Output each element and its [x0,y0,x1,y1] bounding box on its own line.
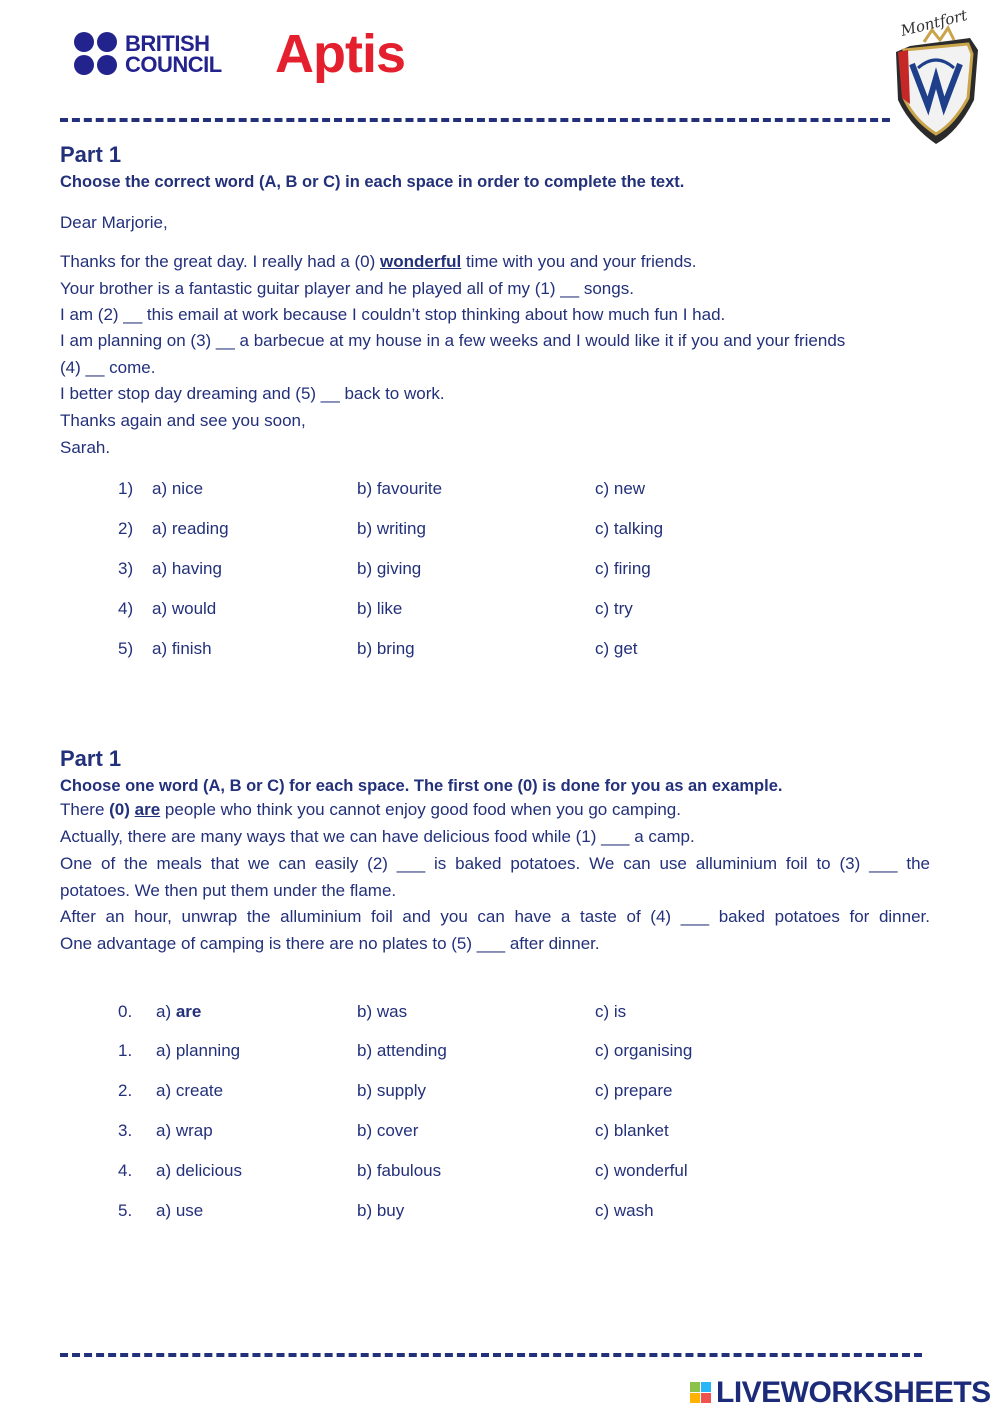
letter-signoff: Sarah. [60,438,111,457]
letter-line-3: I am (2) __ this email at work because I couldn’t stop thinking about how much fun I had. [60,305,726,324]
option-num: 5) [118,639,134,658]
option-b: b) cover [357,1121,419,1140]
option-a: a) delicious [156,1161,242,1180]
example-answer: wonderful [380,252,462,271]
option-b: b) giving [357,559,422,578]
option-b: b) writing [357,519,426,538]
option-a: a) create [156,1081,224,1100]
option-num: 2. [118,1081,133,1100]
option-b: b) supply [357,1081,426,1100]
option-b: b) like [357,599,403,618]
letter-line-6: I better stop day dreaming and (5) __ back to work. [60,384,445,403]
option-b: b) fabulous [357,1161,442,1180]
part2-instruction: Choose one word (A, B or C) for each space. The first one (0) is done for you as an example. [60,777,783,795]
option-b: b) was [357,1002,408,1021]
crest-signature: Montfort [898,6,970,40]
option-b: b) bring [357,639,415,658]
letter-line-2: Your brother is a fantastic guitar player and he played all of my (1) __ songs. [60,279,634,298]
option-a: a) nice [152,479,204,498]
letter-line-7: Thanks again and see you soon, [60,411,306,430]
bc-line2: COUNCIL [125,51,222,77]
option-b: b) attending [357,1041,447,1060]
text-line-4: potatoes. We then put them under the flame. [60,881,397,900]
option-num: 0. [118,1002,133,1021]
option-a: a) finish [152,639,212,658]
part2-title: Part 1 [60,746,122,771]
option-num: 1. [118,1041,133,1060]
option-a: a) having [152,559,222,578]
letter-line-5: (4) __ come. [60,358,156,377]
option-c: c) wonderful [595,1161,688,1180]
example-answer-2: are [134,800,161,819]
option-c: c) wash [595,1201,654,1220]
british-council-dots-icon [74,32,117,75]
bottom-divider [60,1353,922,1357]
option-b: b) favourite [357,479,443,498]
option-a: a) are [156,1002,202,1021]
letter-line-4: I am planning on (3) __ a barbecue at my house in a few weeks and I would like it if you and your friends [60,331,846,350]
option-c: c) get [595,639,638,658]
option-num: 5. [118,1201,133,1220]
text-line-6: One advantage of camping is there are no plates to (5) ___ after dinner. [60,934,600,953]
option-c: c) try [595,599,633,618]
liveworksheets-brand: LIVEWORKSHEETS [716,1376,991,1409]
option-c: c) organising [595,1041,693,1060]
option-a: a) use [156,1201,204,1220]
letter-greeting: Dear Marjorie, [60,213,168,232]
option-c: c) blanket [595,1121,669,1140]
option-a: a) planning [156,1041,241,1060]
text-line-3: One of the meals that we can easily (2) ___ is baked potatoes. We can use alluminium foil to (3) ___ the [60,854,930,873]
liveworksheets-logo [690,1376,991,1410]
option-a: a) wrap [156,1121,213,1140]
option-c: c) is [595,1002,627,1021]
option-num: 1) [118,479,134,498]
top-divider [60,118,890,122]
option-num: 3. [118,1121,133,1140]
option-c: c) talking [595,519,664,538]
option-num: 2) [118,519,134,538]
option-c: c) firing [595,559,651,578]
option-num: 4) [118,599,134,618]
letter-line-1: Thanks for the great day. I really had a (0) wonderful time with you and your friends. [60,252,697,271]
option-num: 4. [118,1161,133,1180]
aptis-logo: Aptis [275,24,405,84]
option-b: b) buy [357,1201,405,1220]
text-line-5: After an hour, unwrap the alluminium foil and you can have a taste of (4) ___ baked potatoes for dinner. [60,907,930,926]
part1-instruction: Choose the correct word (A, B or C) in each space in order to complete the text. [60,173,685,191]
option-num: 3) [118,559,134,578]
part1-title: Part 1 [60,142,122,167]
option-a: a) reading [152,519,229,538]
liveworksheets-icon [690,1382,712,1404]
bc-line1: BRITISH [125,30,210,56]
text-line-2: Actually, there are many ways that we can have delicious food while (1) ___ a camp. [60,827,695,846]
montfort-crest-icon [888,8,988,148]
option-c: c) new [595,479,646,498]
text-line-1: There (0) are people who think you cannot enjoy good food when you go camping. [60,800,681,819]
option-a: a) would [152,599,217,618]
british-council-logo [74,32,222,75]
option-c: c) prepare [595,1081,673,1100]
